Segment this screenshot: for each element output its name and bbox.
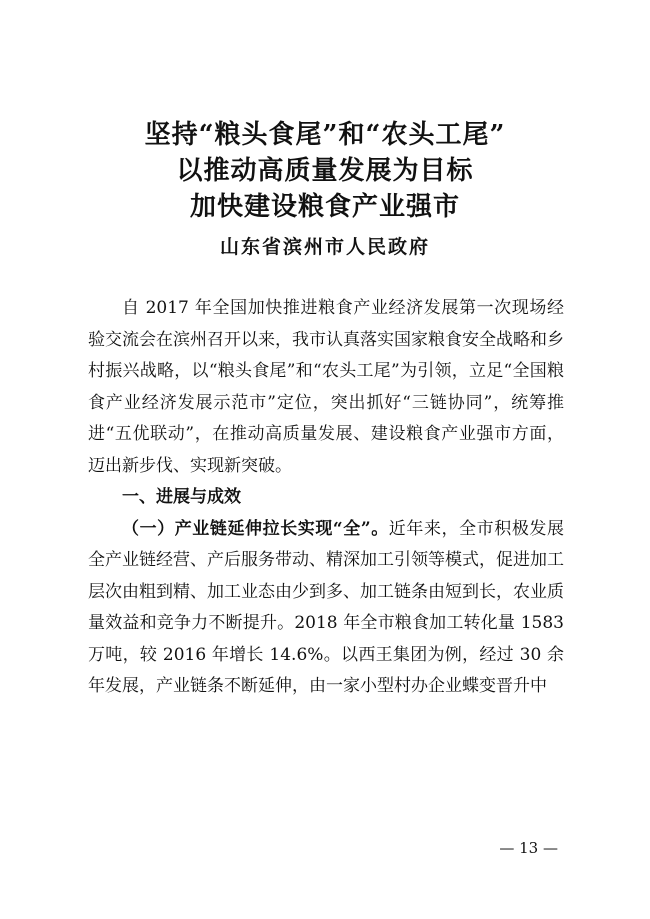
body-text [88,293,564,703]
author-line: 山东省滨州市人民政府 [219,236,430,258]
title-line-2: 以推动高质量发展为目标 [176,156,474,186]
title-block [0,117,650,261]
subsection-text: 近年来，全市积极发展全产业链经营、产后服务带动、精深加工引领等模式，促进加工层次由粗到精、加工业态由少到多、加工链条由短到长，农业质量效益和竞争力不断提升。2018 年全市粮食加工转化量 1583 万吨，较 2016 年增长 14.6%。以西王集团为例，经过 30 余年发展，产业链条不断延伸，由一家小型村办企业蝶变晋升中 [88,518,564,696]
title-line-1: 坚持“粮头食尾”和“农头工尾” [144,120,506,150]
title-line-3: 加快建设粮食产业强市 [189,192,460,222]
subsection-paragraph [88,514,564,703]
subsection-heading: （一）产业链延伸拉长实现“全”。 [122,518,389,539]
intro-paragraph: 自 2017 年全国加快推进粮食产业经济发展第一次现场经验交流会在滨州召开以来，我市认真落实国家粮食安全战略和乡村振兴战略，以“粮头食尾”和“农头工尾”为引领，立足“全国粮食产业经济发展示范市”定位，突出抓好“三链协同”，统筹推进“五优联动”，在推动高质量发展、建设粮食产业强市方面，迈出新步伐、实现新突破。 [88,298,564,476]
section-heading: 一、进展与成效 [122,487,241,507]
page-number: — 13 — [499,839,558,857]
